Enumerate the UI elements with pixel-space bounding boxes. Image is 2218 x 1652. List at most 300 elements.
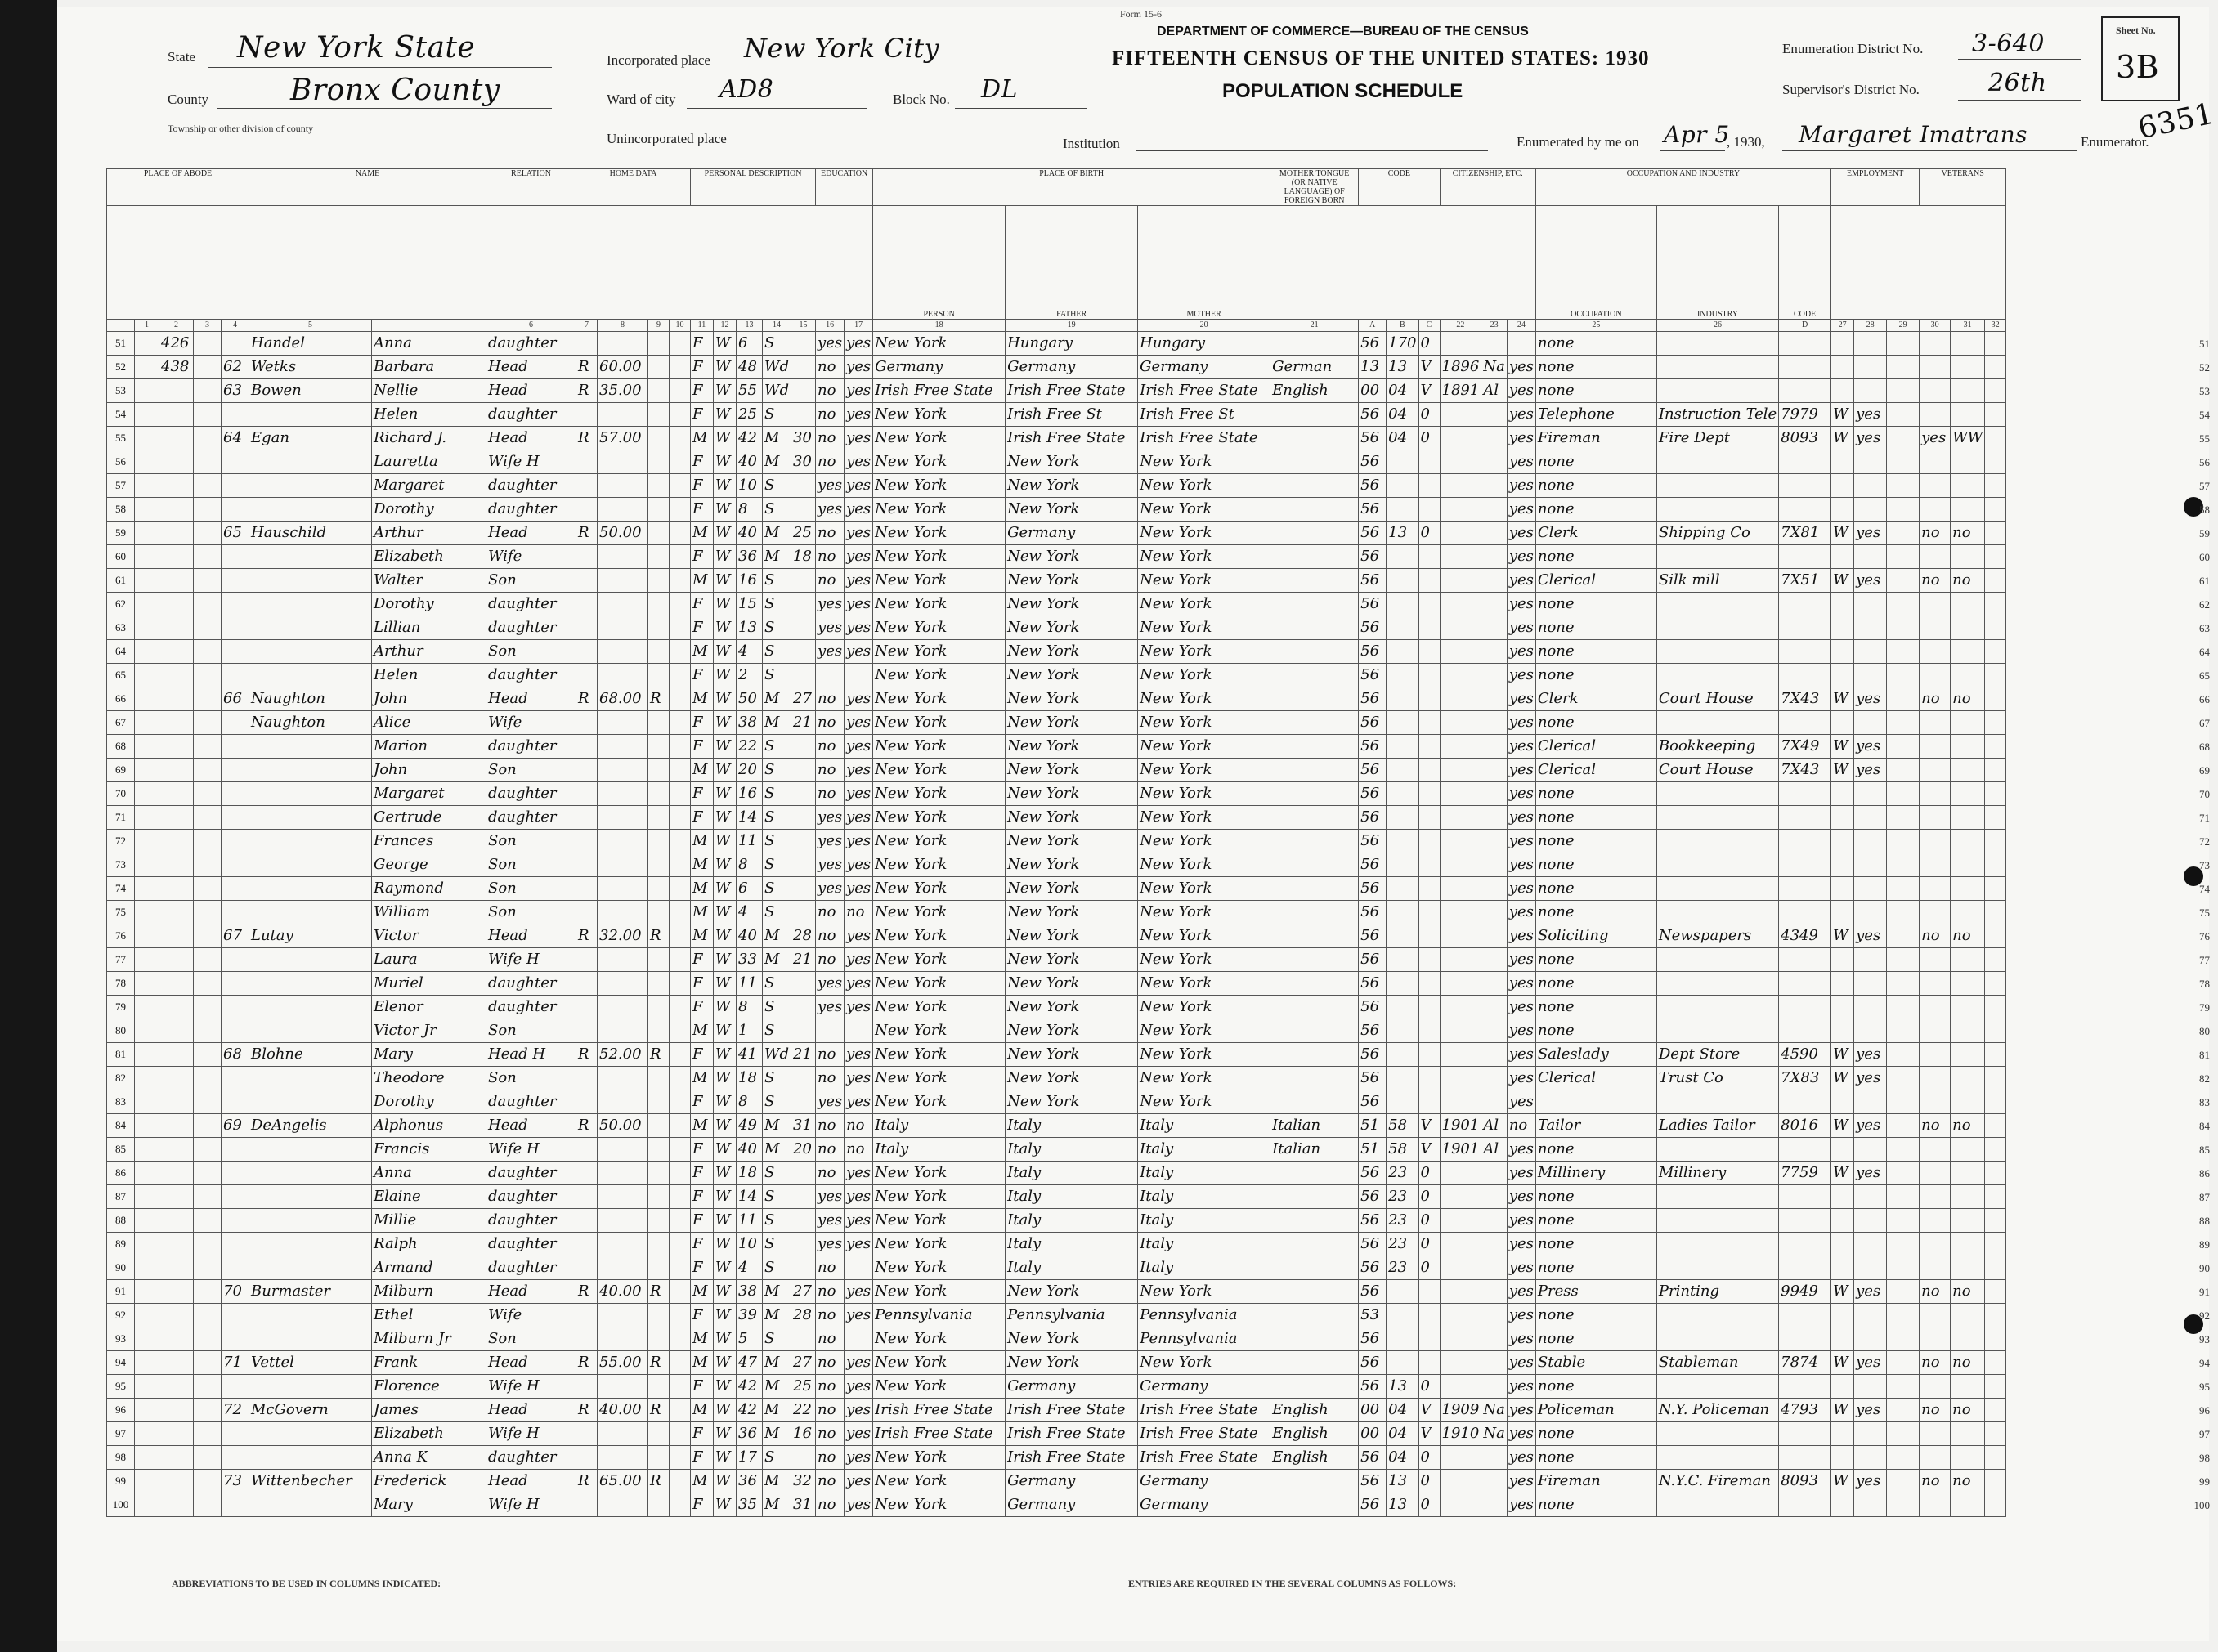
cell-relation: Wife H bbox=[486, 1375, 576, 1399]
line-number: 81 bbox=[107, 1043, 135, 1067]
cell-vet bbox=[1920, 1375, 1951, 1399]
cell-ocode bbox=[1779, 853, 1831, 877]
cell-dwelling bbox=[194, 1185, 222, 1209]
cell-vet bbox=[1920, 664, 1951, 687]
cell-cb: 13 bbox=[1387, 1375, 1418, 1399]
cell-eng: yes bbox=[1507, 972, 1535, 996]
cell-eng: yes bbox=[1507, 1280, 1535, 1304]
cell-value bbox=[598, 1327, 648, 1351]
cell-blank bbox=[1887, 1375, 1920, 1399]
cell-war bbox=[1951, 1493, 1985, 1517]
header-father: FATHER bbox=[1006, 206, 1138, 320]
cell-race: W bbox=[714, 1233, 737, 1256]
cell-imm: 1896 bbox=[1440, 356, 1481, 379]
column-number: 4 bbox=[222, 320, 249, 332]
cell-worker bbox=[1831, 1375, 1854, 1399]
cell-age: 38 bbox=[737, 711, 763, 735]
line-number: 89 bbox=[107, 1233, 135, 1256]
cell-school: no bbox=[816, 1304, 845, 1327]
cell-extra bbox=[1985, 972, 2006, 996]
line-number: 68 bbox=[107, 735, 135, 759]
cell-marital: S bbox=[763, 972, 791, 996]
cell-eng: yes bbox=[1507, 1256, 1535, 1280]
cell-occupation: none bbox=[1535, 1304, 1656, 1327]
right-line-number: 88 bbox=[2199, 1214, 2210, 1227]
cell-industry bbox=[1656, 806, 1778, 830]
cell-birth: New York bbox=[873, 782, 1006, 806]
cell-ca: 56 bbox=[1359, 616, 1387, 640]
cell-war bbox=[1951, 1304, 1985, 1327]
cell-age-married: 20 bbox=[791, 1138, 816, 1162]
cell-given: Helen bbox=[372, 664, 486, 687]
cell-house bbox=[159, 569, 194, 593]
right-line-number: 82 bbox=[2199, 1072, 2210, 1085]
cell-mother: New York bbox=[1138, 972, 1270, 996]
cell-birth: New York bbox=[873, 427, 1006, 450]
right-line-number: 73 bbox=[2199, 858, 2210, 871]
line-number: 57 bbox=[107, 474, 135, 498]
cell-worker bbox=[1831, 1327, 1854, 1351]
cell-surname bbox=[249, 1019, 372, 1043]
cell-eng: yes bbox=[1507, 593, 1535, 616]
cell-industry bbox=[1656, 996, 1778, 1019]
cell-ocode bbox=[1779, 1090, 1831, 1114]
cell-extra bbox=[1985, 806, 2006, 830]
cell-read: no bbox=[845, 1138, 873, 1162]
column-number: 6 bbox=[486, 320, 576, 332]
line-number: 71 bbox=[107, 806, 135, 830]
cell-occupation: Saleslady bbox=[1535, 1043, 1656, 1067]
right-line-number: 57 bbox=[2199, 479, 2210, 492]
cell-imm bbox=[1440, 1067, 1481, 1090]
right-line-number: 65 bbox=[2199, 669, 2210, 682]
cell-mother: New York bbox=[1138, 569, 1270, 593]
cell-war bbox=[1951, 996, 1985, 1019]
cell-dwelling bbox=[194, 545, 222, 569]
column-number: 19 bbox=[1006, 320, 1138, 332]
cell-worker: W bbox=[1831, 735, 1854, 759]
cell-father: New York bbox=[1006, 901, 1138, 924]
cell-read: yes bbox=[845, 1233, 873, 1256]
cell-radio bbox=[648, 498, 670, 522]
cell-tongue bbox=[1270, 474, 1359, 498]
cell-tenure: R bbox=[576, 1114, 598, 1138]
line-number: 94 bbox=[107, 1351, 135, 1375]
cell-work bbox=[1854, 877, 1887, 901]
column-number: 28 bbox=[1854, 320, 1887, 332]
cell-value bbox=[598, 759, 648, 782]
cell-mother: Italy bbox=[1138, 1233, 1270, 1256]
cell-industry bbox=[1656, 450, 1778, 474]
cell-farm bbox=[670, 735, 691, 759]
cell-ocode bbox=[1779, 1375, 1831, 1399]
cell-age-married: 22 bbox=[791, 1399, 816, 1422]
cell-age: 16 bbox=[737, 782, 763, 806]
cell-vet bbox=[1920, 332, 1951, 356]
cell-house bbox=[159, 996, 194, 1019]
cell-age-married: 21 bbox=[791, 1043, 816, 1067]
cell-imm bbox=[1440, 687, 1481, 711]
cell-sex: F bbox=[691, 948, 714, 972]
cell-blank bbox=[1887, 972, 1920, 996]
cell-house bbox=[159, 1114, 194, 1138]
cell-read: yes bbox=[845, 1067, 873, 1090]
cell-relation: Head H bbox=[486, 1043, 576, 1067]
cell-war bbox=[1951, 735, 1985, 759]
cell-ocode bbox=[1779, 972, 1831, 996]
cell-vet: no bbox=[1920, 924, 1951, 948]
right-line-number: 54 bbox=[2199, 408, 2210, 421]
cell-race: W bbox=[714, 830, 737, 853]
cell-father: Germany bbox=[1006, 1493, 1138, 1517]
cell-tongue bbox=[1270, 948, 1359, 972]
cell-imm bbox=[1440, 877, 1481, 901]
cell-school: no bbox=[816, 1446, 845, 1470]
cell-relation: Son bbox=[486, 1327, 576, 1351]
cell-birth: New York bbox=[873, 972, 1006, 996]
cell-age-married: 18 bbox=[791, 545, 816, 569]
cell-relation: Wife bbox=[486, 1304, 576, 1327]
cell-age-married bbox=[791, 1185, 816, 1209]
cell-imm: 1901 bbox=[1440, 1114, 1481, 1138]
state-value: New York State bbox=[237, 31, 476, 65]
column-number: 1 bbox=[135, 320, 159, 332]
cell-occupation: none bbox=[1535, 1327, 1656, 1351]
cell-dwelling bbox=[194, 1233, 222, 1256]
enumerated-date: Apr 5 bbox=[1664, 121, 1730, 148]
cell-given: Alphonus bbox=[372, 1114, 486, 1138]
cell-occupation bbox=[1535, 1090, 1656, 1114]
cell-imm bbox=[1440, 782, 1481, 806]
cell-vet bbox=[1920, 877, 1951, 901]
cell-age-married: 27 bbox=[791, 687, 816, 711]
cell-radio bbox=[648, 853, 670, 877]
cell-age: 4 bbox=[737, 901, 763, 924]
cell-value: 35.00 bbox=[598, 379, 648, 403]
cell-read: yes bbox=[845, 593, 873, 616]
cell-radio bbox=[648, 522, 670, 545]
cell-age: 1 bbox=[737, 1019, 763, 1043]
header-person: PERSON bbox=[873, 206, 1006, 320]
cell-read: yes bbox=[845, 1422, 873, 1446]
cell-father: New York bbox=[1006, 1090, 1138, 1114]
cell-war bbox=[1951, 1233, 1985, 1256]
cell-industry: Dept Store bbox=[1656, 1043, 1778, 1067]
cell-age: 2 bbox=[737, 664, 763, 687]
cell-vet: no bbox=[1920, 1470, 1951, 1493]
cell-surname: McGovern bbox=[249, 1399, 372, 1422]
cell-school bbox=[816, 1019, 845, 1043]
cell-sex: F bbox=[691, 782, 714, 806]
cell-cc: 0 bbox=[1418, 1493, 1440, 1517]
cell-cc bbox=[1418, 782, 1440, 806]
cell-father: Italy bbox=[1006, 1185, 1138, 1209]
cell-ocode bbox=[1779, 1209, 1831, 1233]
cell-school: no bbox=[816, 403, 845, 427]
cell-industry: Court House bbox=[1656, 759, 1778, 782]
cell-cc bbox=[1418, 1067, 1440, 1090]
cell-ca: 56 bbox=[1359, 427, 1387, 450]
county-value: Bronx County bbox=[290, 74, 500, 107]
cell-sex: M bbox=[691, 1327, 714, 1351]
cell-tongue bbox=[1270, 403, 1359, 427]
cell-occupation: none bbox=[1535, 711, 1656, 735]
cell-sex: M bbox=[691, 901, 714, 924]
cell-farm bbox=[670, 474, 691, 498]
cell-read: yes bbox=[845, 735, 873, 759]
cell-worker bbox=[1831, 853, 1854, 877]
cell-vet bbox=[1920, 616, 1951, 640]
cell-worker: W bbox=[1831, 1399, 1854, 1422]
cell-worker bbox=[1831, 379, 1854, 403]
cell-imm bbox=[1440, 901, 1481, 924]
cell-dwelling bbox=[194, 1019, 222, 1043]
cell-age-married bbox=[791, 1019, 816, 1043]
cell-nat bbox=[1481, 711, 1507, 735]
cell-radio bbox=[648, 569, 670, 593]
cell-sex: F bbox=[691, 474, 714, 498]
cell-blank bbox=[1887, 1138, 1920, 1162]
cell-blank bbox=[1887, 1280, 1920, 1304]
cell-war bbox=[1951, 356, 1985, 379]
cell-cc: V bbox=[1418, 356, 1440, 379]
cell-sex: F bbox=[691, 1233, 714, 1256]
cell-age-married: 31 bbox=[791, 1114, 816, 1138]
table-row bbox=[107, 830, 2006, 853]
group-education: EDUCATION bbox=[816, 169, 873, 206]
cell-value bbox=[598, 545, 648, 569]
cell-work bbox=[1854, 830, 1887, 853]
cell-nat bbox=[1481, 498, 1507, 522]
cell-given: John bbox=[372, 687, 486, 711]
cell-radio bbox=[648, 474, 670, 498]
cell-mother: New York bbox=[1138, 830, 1270, 853]
cell-farm bbox=[670, 427, 691, 450]
schedule-title: POPULATION SCHEDULE bbox=[1222, 80, 1463, 102]
cell-extra bbox=[1985, 1493, 2006, 1517]
cell-father: New York bbox=[1006, 996, 1138, 1019]
cell-dwelling bbox=[194, 806, 222, 830]
cell-mother: New York bbox=[1138, 474, 1270, 498]
cell-radio: R bbox=[648, 687, 670, 711]
cell-relation: daughter bbox=[486, 616, 576, 640]
table-row bbox=[107, 948, 2006, 972]
cell-industry bbox=[1656, 901, 1778, 924]
cell-house bbox=[159, 379, 194, 403]
group-personal: PERSONAL DESCRIPTION bbox=[691, 169, 816, 206]
cell-industry: Bookkeeping bbox=[1656, 735, 1778, 759]
cell-dwelling bbox=[194, 1446, 222, 1470]
cell-nat bbox=[1481, 474, 1507, 498]
cell-cc bbox=[1418, 687, 1440, 711]
cell-ca: 56 bbox=[1359, 996, 1387, 1019]
cell-tenure bbox=[576, 1090, 598, 1114]
cell-eng: yes bbox=[1507, 427, 1535, 450]
cell-cb bbox=[1387, 996, 1418, 1019]
population-table bbox=[106, 168, 2006, 1517]
cell-tongue: English bbox=[1270, 1399, 1359, 1422]
cell-blank bbox=[1887, 948, 1920, 972]
cell-tongue bbox=[1270, 1280, 1359, 1304]
table-row bbox=[107, 616, 2006, 640]
cell-birth: New York bbox=[873, 545, 1006, 569]
cell-street bbox=[135, 1493, 159, 1517]
cell-sex: M bbox=[691, 877, 714, 901]
cell-eng: yes bbox=[1507, 1446, 1535, 1470]
cell-father: New York bbox=[1006, 877, 1138, 901]
right-line-number: 66 bbox=[2199, 692, 2210, 705]
cell-tenure bbox=[576, 1162, 598, 1185]
cell-blank bbox=[1887, 664, 1920, 687]
cell-cb bbox=[1387, 1280, 1418, 1304]
line-number: 98 bbox=[107, 1446, 135, 1470]
cell-imm bbox=[1440, 427, 1481, 450]
cell-relation: Head bbox=[486, 379, 576, 403]
cell-worker bbox=[1831, 450, 1854, 474]
cell-cb: 23 bbox=[1387, 1162, 1418, 1185]
cell-mother: New York bbox=[1138, 687, 1270, 711]
cell-father: Germany bbox=[1006, 1470, 1138, 1493]
cell-birth: New York bbox=[873, 948, 1006, 972]
line-number: 95 bbox=[107, 1375, 135, 1399]
cell-eng: yes bbox=[1507, 356, 1535, 379]
cell-surname bbox=[249, 474, 372, 498]
cell-nat bbox=[1481, 616, 1507, 640]
cell-farm bbox=[670, 593, 691, 616]
cell-birth: Germany bbox=[873, 356, 1006, 379]
cell-tongue bbox=[1270, 450, 1359, 474]
cell-street bbox=[135, 1304, 159, 1327]
column-number: 11 bbox=[691, 320, 714, 332]
cell-read: yes bbox=[845, 948, 873, 972]
line-number: 79 bbox=[107, 996, 135, 1019]
cell-war: no bbox=[1951, 522, 1985, 545]
cell-worker: W bbox=[1831, 427, 1854, 450]
cell-ocode bbox=[1779, 1138, 1831, 1162]
cell-age-married bbox=[791, 1209, 816, 1233]
cell-street bbox=[135, 1446, 159, 1470]
cell-tenure bbox=[576, 1209, 598, 1233]
cell-value bbox=[598, 450, 648, 474]
cell-eng: yes bbox=[1507, 1375, 1535, 1399]
cell-relation: Son bbox=[486, 759, 576, 782]
cell-cb bbox=[1387, 806, 1418, 830]
table-row bbox=[107, 1185, 2006, 1209]
cell-tongue bbox=[1270, 996, 1359, 1019]
cell-radio: R bbox=[648, 1399, 670, 1422]
cell-ca: 56 bbox=[1359, 853, 1387, 877]
cell-industry: Millinery bbox=[1656, 1162, 1778, 1185]
line-number: 76 bbox=[107, 924, 135, 948]
cell-imm bbox=[1440, 593, 1481, 616]
cell-sex: M bbox=[691, 1470, 714, 1493]
cell-marital: M bbox=[763, 545, 791, 569]
cell-imm bbox=[1440, 1375, 1481, 1399]
cell-relation: Wife bbox=[486, 545, 576, 569]
line-number: 53 bbox=[107, 379, 135, 403]
cell-eng: yes bbox=[1507, 948, 1535, 972]
cell-worker bbox=[1831, 948, 1854, 972]
cell-value bbox=[598, 1067, 648, 1090]
cell-relation: Son bbox=[486, 830, 576, 853]
cell-street bbox=[135, 664, 159, 687]
table-row bbox=[107, 901, 2006, 924]
cell-radio bbox=[648, 1138, 670, 1162]
line-number: 52 bbox=[107, 356, 135, 379]
cell-blank bbox=[1887, 1422, 1920, 1446]
cell-imm bbox=[1440, 1327, 1481, 1351]
cell-eng: yes bbox=[1507, 996, 1535, 1019]
cell-occupation: none bbox=[1535, 593, 1656, 616]
cell-farm bbox=[670, 1067, 691, 1090]
cell-street bbox=[135, 1043, 159, 1067]
cell-cb bbox=[1387, 877, 1418, 901]
cell-extra bbox=[1985, 1351, 2006, 1375]
cell-vet bbox=[1920, 1043, 1951, 1067]
cell-read: yes bbox=[845, 1399, 873, 1422]
cell-house bbox=[159, 1090, 194, 1114]
cell-radio bbox=[648, 1375, 670, 1399]
cell-race: W bbox=[714, 972, 737, 996]
cell-age-married: 21 bbox=[791, 948, 816, 972]
cell-tenure bbox=[576, 806, 598, 830]
cell-given: Milburn Jr bbox=[372, 1327, 486, 1351]
cell-father: New York bbox=[1006, 759, 1138, 782]
cell-vet bbox=[1920, 1185, 1951, 1209]
cell-tenure bbox=[576, 593, 598, 616]
cell-industry: Newspapers bbox=[1656, 924, 1778, 948]
cell-imm bbox=[1440, 996, 1481, 1019]
cell-given: William bbox=[372, 901, 486, 924]
cell-vet bbox=[1920, 1209, 1951, 1233]
cell-surname bbox=[249, 1185, 372, 1209]
cell-occupation: none bbox=[1535, 830, 1656, 853]
cell-ca: 56 bbox=[1359, 450, 1387, 474]
cell-surname bbox=[249, 1375, 372, 1399]
cell-farm bbox=[670, 569, 691, 593]
cell-imm bbox=[1440, 664, 1481, 687]
cell-cc bbox=[1418, 1019, 1440, 1043]
cell-school: yes bbox=[816, 1185, 845, 1209]
line-number: 84 bbox=[107, 1114, 135, 1138]
cell-given: James bbox=[372, 1399, 486, 1422]
cell-surname bbox=[249, 1422, 372, 1446]
cell-mother: Irish Free State bbox=[1138, 379, 1270, 403]
line-number: 97 bbox=[107, 1422, 135, 1446]
cell-occupation: Clerk bbox=[1535, 687, 1656, 711]
cell-father: New York bbox=[1006, 593, 1138, 616]
cell-vet bbox=[1920, 640, 1951, 664]
cell-family bbox=[222, 569, 249, 593]
cell-value: 40.00 bbox=[598, 1399, 648, 1422]
column-number: C bbox=[1418, 320, 1440, 332]
cell-birth: New York bbox=[873, 1351, 1006, 1375]
cell-sex: F bbox=[691, 1090, 714, 1114]
cell-extra bbox=[1985, 1019, 2006, 1043]
cell-dwelling bbox=[194, 1327, 222, 1351]
cell-extra bbox=[1985, 1327, 2006, 1351]
cell-school: yes bbox=[816, 640, 845, 664]
cell-dwelling bbox=[194, 1043, 222, 1067]
cell-work bbox=[1854, 1375, 1887, 1399]
cell-ca: 56 bbox=[1359, 1067, 1387, 1090]
cell-relation: daughter bbox=[486, 996, 576, 1019]
cell-family bbox=[222, 830, 249, 853]
cell-work bbox=[1854, 1422, 1887, 1446]
cell-nat bbox=[1481, 1493, 1507, 1517]
cell-industry: Printing bbox=[1656, 1280, 1778, 1304]
cell-sex: F bbox=[691, 1446, 714, 1470]
